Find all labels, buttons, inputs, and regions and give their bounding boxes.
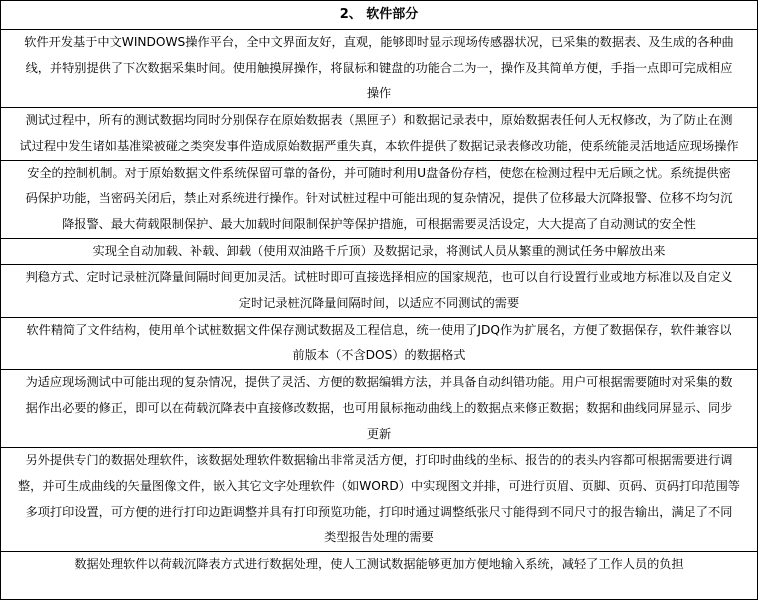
paragraph-row — [1, 370, 757, 448]
paragraph-line: 据作出必要的修正，即可以在荷载沉降表中直接修改数据，也可用鼠标拖动曲线上的数据点来修正数据；数据和曲线同屏显示、同步 — [25, 400, 733, 415]
paragraph-line: 前版本（不含DOS）的数据格式 — [292, 348, 466, 363]
paragraph-line: 实现全自动加载、补载、卸载（使用双油路千斤顶）及数据记录，将测试人员从繁重的测试任务中解放出来 — [92, 243, 666, 258]
paragraph-line: 试过程中发生诸如基准梁被碰之类突发事件造成原始数据严重失真，本软件提供了数据记录表修改功能，使系统能灵活地适应现场操作 — [19, 138, 739, 153]
paragraph-line: 降报警、最大荷载限制保护、最大加载时间限制保护等保护措施，可根据需要灵活设定，大大提高了自动测试的安全性 — [62, 216, 696, 231]
paragraph-line: 数据处理软件以荷载沉降表方式进行数据处理，使人工测试数据能够更加方便地输入系统，减轻了工作人员的负担 — [74, 557, 684, 572]
paragraph-line: 为适应现场测试中可能出现的复杂情况，提供了灵活、方便的数据编辑方法，并具备自动纠错功能。用户可根据需要随时对采集的数 — [25, 375, 733, 390]
paragraph-line: 码保护功能，当密码关闭后，禁止对系统进行操作。针对试桩过程中可能出现的复杂情况，提供了位移最大沉降报警、位移不均匀沉 — [25, 191, 733, 206]
paragraph-line: 测试过程中，所有的测试数据均同时分别保存在原始数据表（黑匣子）和数据记录表中，原始数据表任何人无权修改，为了防止在测 — [25, 113, 733, 128]
paragraph-row — [1, 318, 757, 370]
paragraph-list — [1, 30, 757, 578]
paragraph-row — [1, 161, 757, 239]
paragraph-row — [1, 265, 757, 317]
section-title: 2、 软件部分 — [1, 1, 757, 30]
paragraph-line: 多项打印设置，可方便的进行打印边距调整并具有打印预览功能，打印时通过调整纸张尺寸能得到不同尺寸的报告输出，满足了不同 — [25, 504, 733, 519]
paragraph-line: 安全的控制机制。对于原始数据文件系统保留可靠的备份，并可随时利用U盘备份存档，使您在检测过程中无后顾之忧。系统提供密 — [27, 165, 731, 180]
paragraph-row — [1, 448, 757, 552]
paragraph-line: 软件精简了文件结构，使用单个试桩数据文件保存测试数据及工程信息，统一使用了JDQ作为扩展名，方便了数据保存，软件兼容以 — [26, 322, 732, 337]
paragraph-line: 判稳方式、定时记录桩沉降量间隔时间更加灵活。试桩时即可直接选择相应的国家规范，也可以自行设置行业或地方标准以及自定义 — [25, 270, 733, 285]
paragraph-line: 整，并可生成曲线的矢量图像文件，嵌入其它文字处理软件（如WORD）中实现图文并排，可进行页眉、页脚、页码、页码打印范围等 — [18, 478, 740, 493]
paragraph-line: 线，并特别提供了下次数据采集时间。使用触摸屏操作，将鼠标和键盘的功能合二为一，操作及其简单方便，手指一点即可完成相应 — [25, 60, 733, 75]
paragraph-line: 更新 — [366, 426, 392, 441]
paragraph-line: 另外提供专门的数据处理软件，该数据处理软件数据输出非常灵活方便，打印时曲线的坐标、报告的的表头内容都可根据需要进行调 — [25, 453, 733, 468]
paragraph-row — [1, 552, 757, 578]
paragraph-row — [1, 239, 757, 266]
paragraph-row — [1, 30, 757, 108]
paragraph-line: 操作 — [366, 86, 392, 101]
paragraph-line: 定时记录桩沉降量间隔时间，以适应不同测试的需要 — [238, 296, 520, 311]
paragraph-line: 软件开发基于中文WINDOWS操作平台，全中文界面友好，直观，能够即时显示现场传感器状况，已采集的数据表、及生成的各种曲 — [24, 35, 734, 49]
paragraph-line: 类型报告处理的需要 — [324, 530, 434, 545]
paragraph-row — [1, 108, 757, 160]
